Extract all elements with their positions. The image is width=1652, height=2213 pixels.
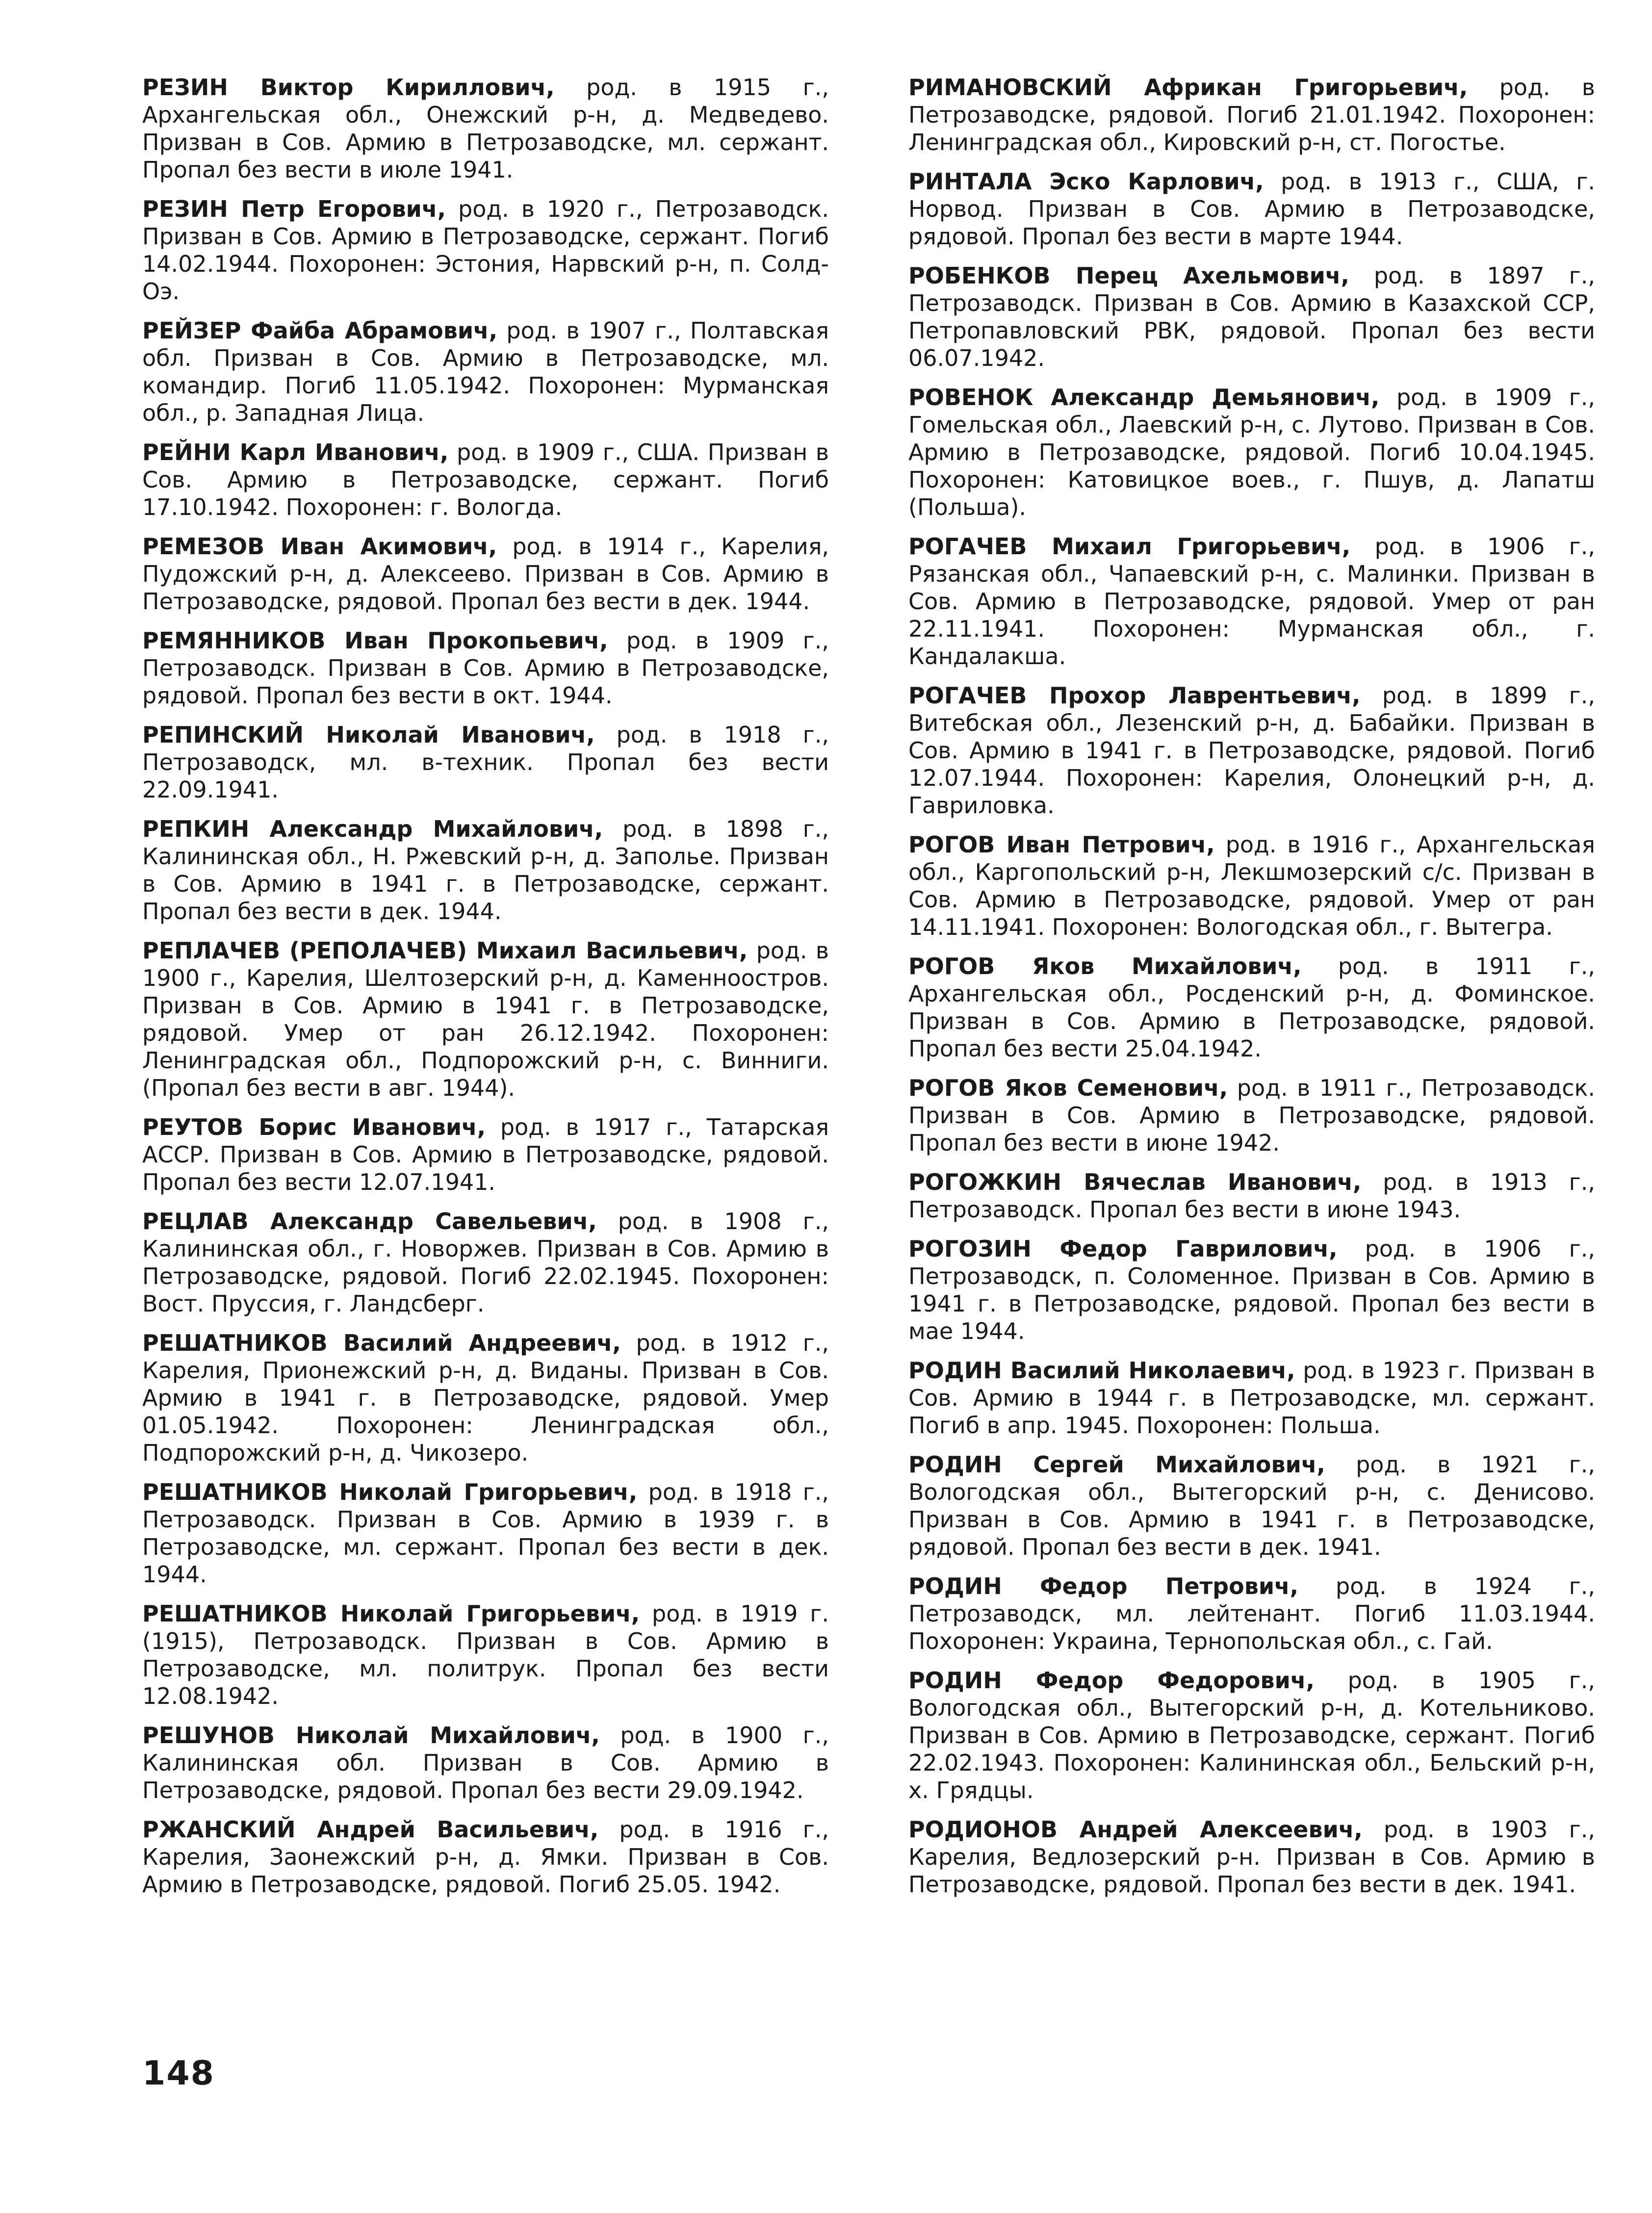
entry-name: РЕШАТНИКОВ Василий Андреевич, bbox=[142, 1330, 621, 1356]
entry-name: РЕПЛАЧЕВ (РЕПОЛАЧЕВ) Михаил Васильевич, bbox=[142, 937, 748, 964]
entry-text: род. в 1900 г., Карелия, Шелтозерский р-н, д. Каменноостров. Призван в Сов. Армию в 1941 г. в Петрозаводске, рядовой. Умер от ран 26.12.1942. Похоронен: Ленинградская обл., Подпорожский р-н, с. Винниги. (Пропал без вести в авг. 1944). bbox=[142, 937, 829, 1101]
entry-rodin-fedor-petrovich bbox=[908, 1572, 1595, 1655]
entry-text: род. в 1920 г., Петрозаводск. Призван в Сов. Армию в Петрозаводске, сержант. Погиб 14.02.1944. Похоронен: Эстония, Нарвский р-н, п. Солд-Оэ. bbox=[142, 196, 829, 305]
entry-rezin-petr bbox=[142, 195, 829, 305]
entry-text: род. в 1919 г. (1915), Петрозаводск. Призван в Сов. Армию в Петрозаводске, мл. политрук. Пропал без вести 12.08.1942. bbox=[142, 1600, 829, 1709]
entry-reutov bbox=[142, 1113, 829, 1196]
entry-rogozin bbox=[908, 1235, 1595, 1345]
entry-reshatnikov-nikolai-1919 bbox=[142, 1600, 829, 1710]
entry-rogov-yakov-semenovich bbox=[908, 1074, 1595, 1157]
entry-text: род. в 1918 г., Петрозаводск. Призван в Сов. Армию в 1939 г. в Петрозаводске, мл. сержант. Пропал без вести в дек. 1944. bbox=[142, 1479, 829, 1588]
entry-repinsky bbox=[142, 721, 829, 803]
entry-text: род. в 1916 г., Карелия, Заонежский р-н, д. Ямки. Призван в Сов. Армию в Петрозаводске, рядовой. Погиб 25.05. 1942. bbox=[142, 1816, 829, 1898]
entry-name: РОГОВ Яков Семенович, bbox=[908, 1075, 1228, 1101]
entry-text: род. в 1897 г., Петрозаводск. Призван в Сов. Армию в Казахской ССР, Петропавловский РВК, рядовой. Пропал без вести 06.07.1942. bbox=[908, 262, 1595, 371]
entry-remezov bbox=[142, 533, 829, 615]
entry-name: РОДИН Сергей Михайлович, bbox=[908, 1451, 1325, 1478]
entry-text: род. в 1917 г., Татарская АССР. Призван в Сов. Армию в Петрозаводске, рядовой. Пропал без вести 12.07.1941. bbox=[142, 1114, 829, 1195]
entry-name: РОВЕНОК Александр Демьянович, bbox=[908, 384, 1380, 411]
entry-text: род. в 1909 г., Петрозаводск. Призван в Сов. Армию в Петрозаводске, рядовой. Пропал без вести в окт. 1944. bbox=[142, 627, 829, 709]
entry-robenkov bbox=[908, 262, 1595, 372]
entry-text: род. в 1909 г., США. Призван в Сов. Армию в Петрозаводске, сержант. Погиб 17.10.1942. Похоронен: г. Вологда. bbox=[142, 439, 829, 520]
page-number: 148 bbox=[142, 2054, 215, 2093]
entry-rovenok bbox=[908, 384, 1595, 521]
entry-reshatnikov-vasily bbox=[142, 1329, 829, 1467]
entry-remyannikov bbox=[142, 627, 829, 709]
entry-retslav bbox=[142, 1208, 829, 1317]
entry-text: род. в 1923 г. Призван в Сов. Армию в 1944 г. в Петрозаводске, мл. сержант. Погиб в апр. 1945. Похоронен: Польша. bbox=[908, 1357, 1595, 1439]
entry-rodin-vasily bbox=[908, 1357, 1595, 1439]
entry-reshunov bbox=[142, 1722, 829, 1804]
entry-text: род. в 1908 г., Калининская обл., г. Новоржев. Призван в Сов. Армию в Петрозаводске, рядовой. Погиб 22.02.1945. Похоронен: Вост. Пруссия, г. Ландсберг. bbox=[142, 1208, 829, 1317]
entry-rogachev-prokhor bbox=[908, 682, 1595, 819]
entry-name: РОГОВ Иван Петрович, bbox=[908, 831, 1215, 858]
entry-text: род. в Петрозаводске, рядовой. Погиб 21.01.1942. Похоронен: Ленинградская обл., Кировский р-н, ст. Погостье. bbox=[908, 74, 1596, 155]
entry-name: РЕШУНОВ Николай Михайлович, bbox=[142, 1722, 600, 1749]
entry-name: РЕЙЗЕР Файба Абрамович, bbox=[142, 317, 498, 344]
entry-text: род. в 1900 г., Калининская обл. Призван в Сов. Армию в Петрозаводске, рядовой. Пропал без вести 29.09.1942. bbox=[142, 1722, 829, 1803]
entry-rogozhkin bbox=[908, 1168, 1595, 1223]
entry-text: род. в 1918 г., Петрозаводск, мл. в-техник. Пропал без вести 22.09.1941. bbox=[142, 721, 829, 803]
entry-rodin-fedor-fedorovich bbox=[908, 1667, 1595, 1804]
entry-name: РЕМЯННИКОВ Иван Прокопьевич, bbox=[142, 627, 608, 654]
entry-text: род. в 1914 г., Карелия, Пудожский р-н, д. Алексеево. Призван в Сов. Армию в Петрозаводске, рядовой. Пропал без вести в дек. 1944. bbox=[142, 533, 829, 615]
right-column bbox=[908, 74, 1595, 1910]
entry-name: РЕЙНИ Карл Иванович, bbox=[142, 439, 449, 465]
entry-text: род. в 1916 г., Архангельская обл., Каргопольский р-н, Лекшмозерский с/с. Призван в Сов. Армию в Петрозаводске, рядовой. Умер от ран 14.11.1941. Похоронен: Вологодская обл., г. Вытегра. bbox=[908, 831, 1595, 940]
entry-reini bbox=[142, 438, 829, 521]
entry-text: род. в 1905 г., Вологодская обл., Вытегорский р-н, д. Котельниково. Призван в Сов. Армию в Петрозаводске, сержант. Погиб 22.02.1943. Похоронен: Калининская обл., Бельский р-н, х. Грядцы. bbox=[908, 1667, 1595, 1803]
entry-rezin-viktor bbox=[142, 74, 829, 183]
entry-name: РЕЗИН Петр Егорович, bbox=[142, 196, 446, 222]
entry-rogov-yakov-mikhailovich bbox=[908, 952, 1595, 1062]
left-column bbox=[142, 74, 829, 1910]
entry-text: род. в 1915 г., Архангельская обл., Онежский р-н, д. Медведево. Призван в Сов. Армию в Петрозаводске, мл. сержант. Пропал без вести в июле 1941. bbox=[142, 74, 829, 183]
entry-reizer bbox=[142, 317, 829, 427]
entry-rintala bbox=[908, 168, 1595, 250]
entry-replachev bbox=[142, 937, 829, 1102]
entry-name: РОГАЧЕВ Прохор Лаврентьевич, bbox=[908, 682, 1361, 709]
entry-name: РЕЦЛАВ Александр Савельевич, bbox=[142, 1208, 597, 1235]
entry-name: РОДИН Федор Федорович, bbox=[908, 1667, 1315, 1694]
entry-reshatnikov-nikolai-1918 bbox=[142, 1478, 829, 1588]
entry-name: РОБЕНКОВ Перец Ахельмович, bbox=[908, 262, 1349, 289]
entry-name: РИНТАЛА Эско Карлович, bbox=[908, 168, 1264, 195]
entry-name: РЕЗИН Виктор Кириллович, bbox=[142, 74, 555, 101]
entry-name: РЕМЕЗОВ Иван Акимович, bbox=[142, 533, 497, 560]
entry-text: род. в 1913 г., США, г. Норвод. Призван в Сов. Армию в Петрозаводске, рядовой. Пропал без вести в марте 1944. bbox=[908, 168, 1595, 250]
entry-name: РЕШАТНИКОВ Николай Григорьевич, bbox=[142, 1600, 640, 1627]
entry-text: род. в 1907 г., Полтавская обл. Призван в Сов. Армию в Петрозаводске, мл. командир. Погиб 11.05.1942. Похоронен: Мурманская обл., р. Западная Лица. bbox=[142, 317, 829, 426]
entry-text: род. в 1924 г., Петрозаводск, мл. лейтенант. Погиб 11.03.1944. Похоронен: Украина, Тернопольская обл., с. Гай. bbox=[908, 1573, 1595, 1654]
entry-text: род. в 1911 г., Петрозаводск. Призван в Сов. Армию в Петрозаводске, рядовой. Пропал без вести в июне 1942. bbox=[908, 1075, 1596, 1156]
entry-rzhansky bbox=[142, 1816, 829, 1898]
entry-rogachev-mikhail bbox=[908, 533, 1595, 670]
entry-text: род. в 1921 г., Вологодская обл., Вытегорский р-н, с. Денисово. Призван в Сов. Армию в 1941 г. в Петрозаводске, рядовой. Пропал без вести в дек. 1941. bbox=[908, 1451, 1595, 1560]
entry-name: РЕУТОВ Борис Иванович, bbox=[142, 1114, 486, 1140]
entry-text: род. в 1899 г., Витебская обл., Лезенский р-н, д. Бабайки. Призван в Сов. Армию в 1941 г. в Петрозаводске, рядовой. Погиб 12.07.1944. Похоронен: Карелия, Олонецкий р-н, д. Гавриловка. bbox=[908, 682, 1595, 819]
entry-rimanovsky bbox=[908, 74, 1595, 156]
entry-name: РЕШАТНИКОВ Николай Григорьевич, bbox=[142, 1479, 638, 1505]
entry-name: РОГОЗИН Федор Гаврилович, bbox=[908, 1235, 1338, 1262]
entry-text: род. в 1909 г., Гомельская обл., Лаевский р-н, с. Лутово. Призван в Сов. Армию в Петрозаводске, рядовой. Погиб 10.04.1945. Похоронен: Катовицкое воев., г. Пшув, д. Лапатш (Польша). bbox=[908, 384, 1595, 520]
entry-text: род. в 1913 г., Петрозаводск. Пропал без вести в июне 1943. bbox=[908, 1169, 1595, 1223]
entry-name: РЕПИНСКИЙ Николай Иванович, bbox=[142, 721, 595, 748]
entry-name: РОДИН Василий Николаевич, bbox=[908, 1357, 1295, 1384]
entry-name: РОГОЖКИН Вячеслав Иванович, bbox=[908, 1169, 1362, 1195]
entry-name: РЖАНСКИЙ Андрей Васильевич, bbox=[142, 1816, 599, 1843]
entry-name: РОГОВ Яков Михайлович, bbox=[908, 953, 1302, 979]
entry-name: РОГАЧЕВ Михаил Григорьевич, bbox=[908, 533, 1351, 560]
entry-text: род. в 1903 г., Карелия, Ведлозерский р-н. Призван в Сов. Армию в Петрозаводске, рядовой. Пропал без вести в дек. 1941. bbox=[908, 1816, 1595, 1898]
entry-rogov-ivan bbox=[908, 831, 1595, 941]
entry-text: род. в 1911 г., Архангельская обл., Росденский р-н, д. Фоминское. Призван в Сов. Армию в Петрозаводске, рядовой. Пропал без вести 25.04.1942. bbox=[908, 953, 1595, 1062]
entry-repkin bbox=[142, 815, 829, 925]
entry-text: род. в 1912 г., Карелия, Прионежский р-н, д. Виданы. Призван в Сов. Армию в 1941 г. в Петрозаводске, рядовой. Умер 01.05.1942. Похоронен: Ленинградская обл., Подпорожский р-н, д. Чикозеро. bbox=[142, 1330, 829, 1466]
entry-rodionov bbox=[908, 1816, 1595, 1898]
entry-name: РОДИН Федор Петрович, bbox=[908, 1573, 1299, 1599]
entry-text: род. в 1898 г., Калининская обл., Н. Ржевский р-н, д. Заполье. Призван в Сов. Армию в 1941 г. в Петрозаводске, сержант. Пропал без вести в дек. 1944. bbox=[142, 816, 829, 925]
entry-text: род. в 1906 г., Петрозаводск, п. Соломенное. Призван в Сов. Армию в 1941 г. в Петрозаводске, рядовой. Пропал без вести в мае 1944. bbox=[908, 1235, 1595, 1344]
entry-name: РЕПКИН Александр Михайлович, bbox=[142, 816, 603, 842]
entry-rodin-sergei bbox=[908, 1451, 1595, 1561]
entry-name: РИМАНОВСКИЙ Африкан Григорьевич, bbox=[908, 74, 1468, 101]
entry-name: РОДИОНОВ Андрей Алексеевич, bbox=[908, 1816, 1363, 1843]
entry-text: род. в 1906 г., Рязанская обл., Чапаевский р-н, с. Малинки. Призван в Сов. Армию в Петрозаводске, рядовой. Умер от ран 22.11.1941. Похоронен: Мурманская обл., г. Кандалакша. bbox=[908, 533, 1595, 669]
